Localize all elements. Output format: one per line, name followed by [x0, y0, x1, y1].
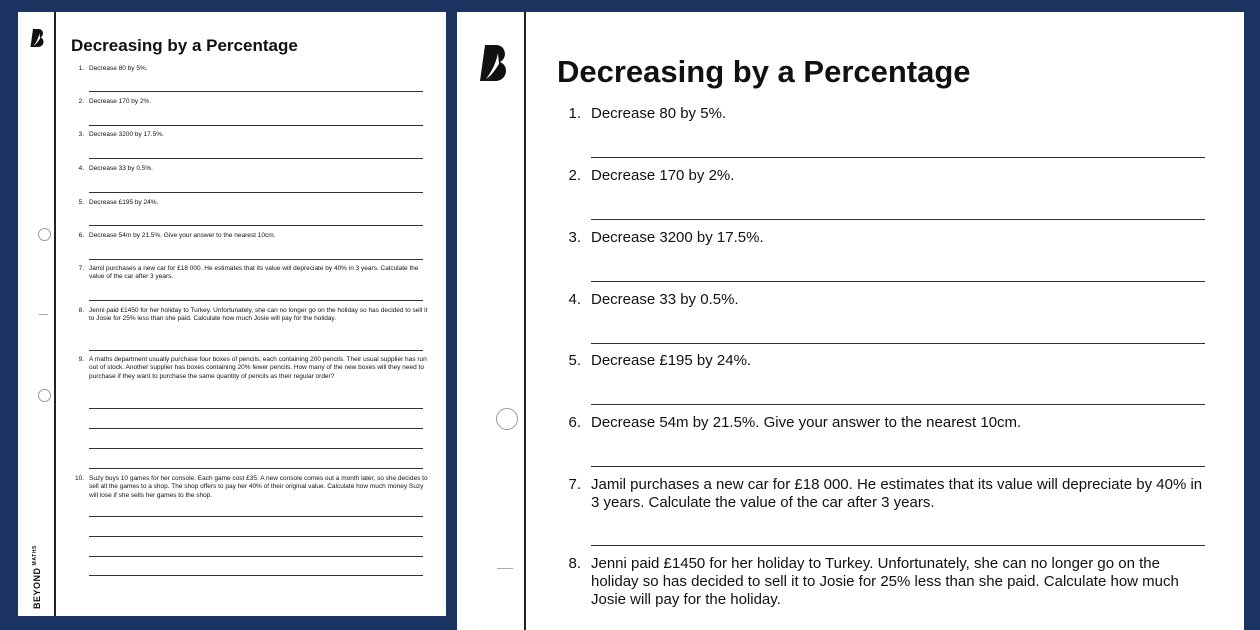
answer-line[interactable] — [591, 404, 1205, 405]
question-number: 1. — [568, 105, 581, 122]
question-number: 9. — [78, 356, 84, 363]
question-text: Decrease 3200 by 17.5%. — [591, 229, 764, 246]
question-text: Decrease 170 by 2%. — [89, 98, 152, 105]
answer-line[interactable] — [89, 158, 423, 159]
answer-line[interactable] — [89, 91, 423, 92]
question-text: Jamil purchases a new car for £18 000. He estimates that its value will depreciate by 40% in 3 years. Calculate the value of the car after 3 years. — [591, 476, 1203, 511]
question-item — [74, 98, 429, 106]
worksheet-title: Decreasing by a Percentage — [557, 54, 971, 89]
answer-line[interactable] — [591, 545, 1205, 546]
question-item — [561, 476, 1209, 512]
brand-name: BEYOND — [32, 567, 42, 609]
question-item — [561, 414, 1209, 432]
fold-mark — [497, 568, 513, 569]
answer-line[interactable] — [89, 192, 423, 193]
question-text: Decrease 54m by 21.5%. Give your answer to the nearest 10cm. — [591, 414, 1022, 431]
answer-line[interactable] — [89, 225, 423, 226]
question-item — [74, 232, 429, 240]
question-number: 2. — [568, 167, 581, 184]
question-number: 7. — [78, 265, 84, 272]
question-item — [74, 356, 429, 381]
question-text: Decrease £195 by 24%. — [591, 352, 752, 369]
question-item — [561, 352, 1209, 370]
answer-line[interactable] — [89, 259, 423, 260]
question-number: 3. — [78, 131, 84, 138]
worksheet-title: Decreasing by a Percentage — [71, 36, 298, 55]
worksheet-preview-full[interactable] — [18, 12, 446, 616]
answer-line[interactable] — [89, 468, 423, 469]
answer-line[interactable] — [89, 300, 423, 301]
question-text: Decrease 80 by 5%. — [89, 65, 148, 72]
question-text: A maths department usually purchase four boxes of pencils, each containing 200 pencils. Their usual supplier has run out of stock. Another supplier has boxes containing 20% fewer pencils. How many of the new boxes will they need to purchase if they want to purchase the same quantity of pencils as their regular order? — [89, 356, 427, 380]
question-item — [74, 265, 429, 282]
question-number: 10. — [74, 475, 84, 482]
question-number: 7. — [568, 476, 581, 493]
question-number: 5. — [78, 199, 84, 206]
margin-line — [54, 12, 56, 616]
answer-line[interactable] — [591, 281, 1205, 282]
question-text: Suzy buys 10 games for her console. Each game cost £35. A new console comes out a month later, so she decides to sell all the games to a shop. The shop offers to pay her 40% of their original value. Calculate how much money Suzy will lose if she sells her games to the shop. — [89, 475, 428, 499]
question-number: 4. — [568, 291, 581, 308]
beyond-logo-icon — [29, 28, 46, 48]
question-text: Jenni paid £1450 for her holiday to Turkey. Unfortunately, she can no longer go on the holiday so has decided to sell it to Josie for 25% less than she paid. Calculate how much Josie will pay for the holiday. — [89, 307, 428, 323]
question-number: 6. — [568, 414, 581, 431]
brand-sub: MATHS — [32, 545, 38, 566]
question-text: Decrease 3200 by 17.5%. — [89, 131, 164, 138]
answer-line[interactable] — [591, 343, 1205, 344]
question-text: Decrease 54m by 21.5%. Give your answer to the nearest 10cm. — [89, 232, 276, 239]
answer-line[interactable] — [89, 536, 423, 537]
question-text: Jenni paid £1450 for her holiday to Turkey. Unfortunately, she can no longer go on the holiday so has decided to sell it to Josie for 25% less than she paid. Calculate how much Josie will pay for the holiday. — [591, 555, 1179, 608]
answer-line[interactable] — [89, 516, 423, 517]
question-item — [74, 65, 429, 73]
question-text: Decrease 80 by 5%. — [591, 105, 727, 122]
question-item — [561, 167, 1209, 185]
question-number: 5. — [568, 352, 581, 369]
question-item — [74, 475, 429, 500]
question-number: 3. — [568, 229, 581, 246]
question-text: Decrease 33 by 0.5%. — [89, 165, 153, 172]
answer-line[interactable] — [89, 428, 423, 429]
beyond-maths-brand — [25, 532, 49, 616]
question-item — [74, 131, 429, 139]
margin-line — [524, 12, 526, 630]
question-text: Decrease 33 by 0.5%. — [591, 291, 739, 308]
answer-line[interactable] — [89, 575, 423, 576]
question-text: Decrease £195 by 24%. — [89, 199, 159, 206]
question-item — [561, 555, 1209, 609]
punch-hole — [496, 408, 518, 430]
answer-line[interactable] — [89, 350, 423, 351]
question-item — [74, 199, 429, 207]
punch-hole — [38, 389, 51, 402]
question-number: 2. — [78, 98, 84, 105]
answer-line[interactable] — [591, 466, 1205, 467]
answer-line[interactable] — [89, 448, 423, 449]
question-item — [561, 229, 1209, 247]
answer-line[interactable] — [89, 556, 423, 557]
question-item — [74, 307, 429, 324]
worksheet-preview-zoomed[interactable] — [457, 12, 1244, 630]
fold-mark — [39, 314, 48, 315]
question-number: 1. — [78, 65, 84, 72]
answer-line[interactable] — [89, 408, 423, 409]
answer-line[interactable] — [89, 125, 423, 126]
question-text: Decrease 170 by 2%. — [591, 167, 735, 184]
question-item — [561, 291, 1209, 309]
question-number: 8. — [78, 307, 84, 314]
question-item — [561, 105, 1209, 123]
answer-line[interactable] — [591, 219, 1205, 220]
question-text: Jamil purchases a new car for £18 000. He estimates that its value will depreciate by 40% in 3 years. Calculate the value of the car after 3 years. — [89, 265, 419, 281]
question-number: 8. — [568, 555, 581, 572]
answer-line[interactable] — [591, 157, 1205, 158]
question-number: 6. — [78, 232, 84, 239]
beyond-logo-icon — [477, 40, 511, 86]
punch-hole — [38, 228, 51, 241]
question-item — [74, 165, 429, 173]
question-number: 4. — [78, 165, 84, 172]
